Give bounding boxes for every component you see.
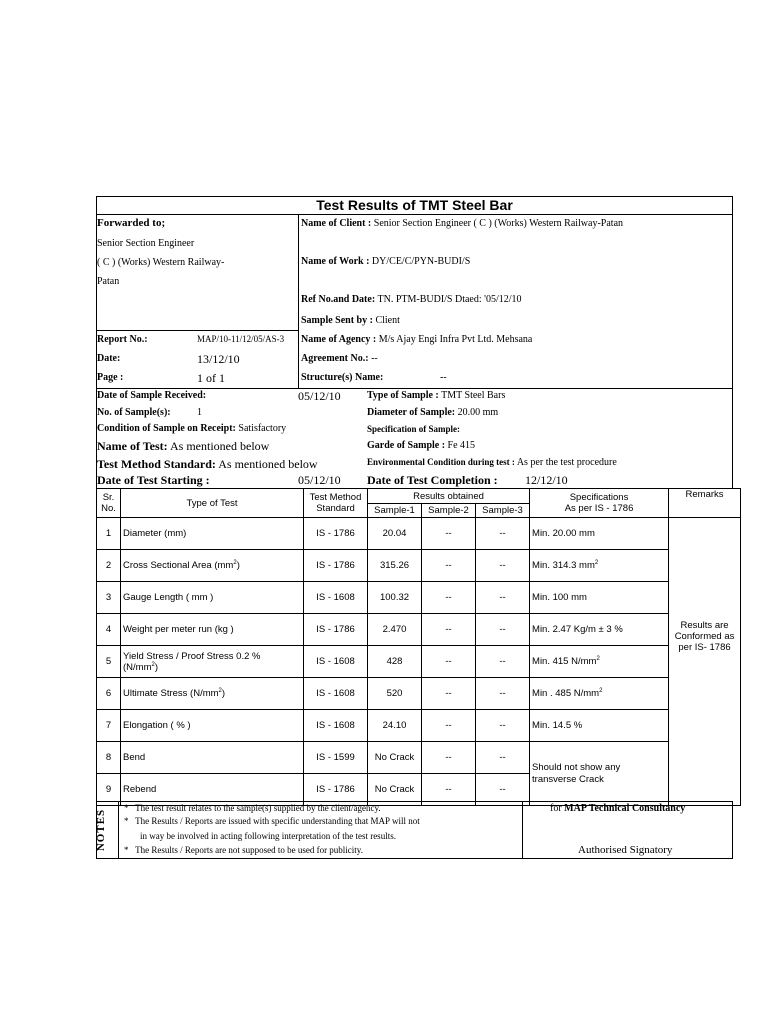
sent-label: Sample Sent by :: [301, 315, 373, 326]
notes-sign-divider: [522, 801, 523, 859]
test-name-label: Name of Test:: [97, 439, 168, 453]
row-sample-3: --: [476, 614, 530, 646]
row-sample-3: --: [476, 550, 530, 582]
agreement-label: Agreement No.:: [301, 353, 369, 364]
report-no-value: MAP/10-11/12/05/AS-3: [197, 334, 285, 344]
row-test: Elongation ( % ): [121, 710, 304, 742]
row-sample-3: --: [476, 646, 530, 678]
work-row: [301, 256, 470, 267]
grade-label: Garde of Sample :: [367, 440, 446, 451]
work-label: Name of Work :: [301, 256, 370, 267]
sent-value: Client: [375, 315, 400, 326]
row-spec: Min. 20.00 mm: [530, 518, 669, 550]
header-sr: Sr. No.: [97, 489, 121, 518]
row-sample-3: --: [476, 582, 530, 614]
test-name-row: [97, 439, 269, 454]
note-1-text: The test result relates to the sample(s) supplied by the client/agency.: [135, 803, 381, 813]
row-std: IS - 1608: [304, 646, 368, 678]
condition-row: [97, 423, 286, 434]
row-std: IS - 1608: [304, 678, 368, 710]
note-2-text: The Results / Reports are issued with specific understanding that MAP will not: [135, 816, 420, 826]
notes-top-line: [96, 801, 733, 802]
row-sample-2: --: [422, 678, 476, 710]
row-sample-2: --: [422, 518, 476, 550]
row-std: IS - 1599: [304, 742, 368, 774]
structure-label: Structure(s) Name:: [301, 372, 384, 383]
row-sample-2: --: [422, 646, 476, 678]
env-label: Environmental Condition during test :: [367, 457, 515, 467]
row-test: Diameter (mm): [121, 518, 304, 550]
header-sample-2: Sample-2: [422, 504, 476, 518]
row-test: Gauge Length ( mm ): [121, 582, 304, 614]
header-type: Type of Test: [121, 489, 304, 518]
sample-count-value: 1: [197, 407, 202, 418]
received-label: Date of Sample Received:: [97, 390, 207, 401]
sample-type-label: Type of Sample :: [367, 390, 439, 401]
row-spec: Min . 485 $N/mm^2$: [530, 678, 669, 710]
row-sample-2: --: [422, 582, 476, 614]
row-sample-1: 520: [368, 678, 422, 710]
frame-right: [732, 196, 733, 488]
header-divider: [298, 214, 299, 388]
header-sample-3: Sample-3: [476, 504, 530, 518]
work-value: DY/CE/C/PYN-BUDI/S: [371, 256, 471, 267]
sent-row: [301, 315, 400, 326]
client-name-row: [301, 218, 623, 229]
row-test: Bend: [121, 742, 304, 774]
header-bottom-line: [96, 388, 733, 389]
grade-value: Fe 415: [447, 440, 476, 451]
row-sr: 5: [97, 646, 121, 678]
table-row: [97, 646, 741, 678]
row-sample-1: 100.32: [368, 582, 422, 614]
row-sample-3: --: [476, 710, 530, 742]
received-value: 05/12/10: [298, 389, 341, 403]
title-bottom-line: [96, 214, 733, 215]
grade-row: [367, 440, 475, 451]
note-2-cont: in way be involved in acting following interpretation of the test results.: [140, 831, 396, 841]
client-name-value: Senior Section Engineer ( C ) (Works) Western Railway-Patan: [373, 218, 624, 229]
report-date-label: Date:: [97, 353, 121, 364]
agreement-value: --: [371, 353, 378, 364]
page-label: Page :: [97, 372, 124, 383]
spec-label: Specification of Sample:: [367, 424, 460, 434]
diameter-label: Diameter of Sample:: [367, 407, 456, 418]
ref-value: TN. PTM-BUDI/S Dtaed: '05/12/10: [377, 294, 522, 305]
completion-label: Date of Test Completion :: [367, 473, 498, 487]
table-row: [97, 678, 741, 710]
row-sample-3: --: [476, 518, 530, 550]
row-sample-1: 315.26: [368, 550, 422, 582]
row-std: IS - 1786: [304, 774, 368, 806]
page-value: 1 of 1: [197, 371, 225, 385]
env-value: As per the test procedure: [516, 457, 617, 468]
row-sr: 2: [97, 550, 121, 582]
row-sample-1: No Crack: [368, 742, 422, 774]
sample-count-label: No. of Sample(s):: [97, 407, 171, 418]
start-value: 05/12/10: [298, 473, 341, 487]
note-bullet: *: [124, 803, 129, 813]
header-remarks: Remarks: [669, 489, 741, 518]
test-name-value: As mentioned below: [170, 439, 270, 453]
table-row: [97, 582, 741, 614]
note-3-text: The Results / Reports are not supposed to be used for publicity.: [135, 845, 363, 855]
method-value: As mentioned below: [218, 457, 318, 471]
notes-label: NOTES: [95, 808, 108, 852]
diameter-value: 20.00 mm: [457, 407, 499, 418]
header-method: Test Method Standard: [304, 489, 368, 518]
agency-row: [301, 334, 532, 345]
note-bullet: *: [124, 845, 129, 855]
company-line: [550, 803, 685, 814]
sample-type-value: TMT Steel Bars: [441, 390, 506, 401]
row-sample-1: 24.10: [368, 710, 422, 742]
ref-label: Ref No.and Date:: [301, 294, 376, 305]
row-sample-3: --: [476, 742, 530, 774]
row-test: Rebend: [121, 774, 304, 806]
row-sample-1: No Crack: [368, 774, 422, 806]
agency-label: Name of Agency :: [301, 334, 377, 345]
table-row: [97, 710, 741, 742]
notes-label-divider: [118, 801, 119, 859]
row-test: Cross Sectional Area $(mm^2)$: [121, 550, 304, 582]
table-row: [97, 550, 741, 582]
row-sample-2: --: [422, 742, 476, 774]
row-spec: Min. 415 $N/mm^2$: [530, 646, 669, 678]
completion-value: 12/12/10: [525, 473, 568, 487]
note-3: [124, 845, 363, 855]
row-test: Yield Stress / Proof Stress 0.2 % $(N/mm^2)$: [121, 646, 304, 678]
sample-type-row: [367, 390, 505, 401]
condition-value: Satisfactory: [238, 423, 287, 434]
note-bullet: *: [124, 816, 129, 826]
note-1: [124, 803, 381, 813]
structure-value: --: [440, 372, 447, 383]
note-2: [124, 816, 420, 826]
row-sample-1: 2.470: [368, 614, 422, 646]
row-sample-3: --: [476, 774, 530, 806]
company-name: MAP Technical Consultancy: [564, 803, 686, 814]
notes-bottom-line: [96, 858, 733, 859]
row-sr: 4: [97, 614, 121, 646]
table-row: [97, 614, 741, 646]
row-spec: Min. 314.3 $mm^2$: [530, 550, 669, 582]
table-row: [97, 518, 741, 550]
row-std: IS - 1786: [304, 518, 368, 550]
row-sample-2: --: [422, 550, 476, 582]
row-sample-3: --: [476, 678, 530, 710]
row-spec: Min. 100 mm: [530, 582, 669, 614]
forwarded-line-3: Patan: [97, 276, 120, 287]
bend-spec: Should not show any transverse Crack: [530, 742, 669, 806]
row-test: Ultimate Stress $(N/mm^2)$: [121, 678, 304, 710]
row-sample-1: 428: [368, 646, 422, 678]
forwarded-label: Forwarded to;: [97, 217, 166, 229]
header-results: Results obtained: [368, 489, 530, 504]
row-sample-1: 20.04: [368, 518, 422, 550]
row-std: IS - 1608: [304, 710, 368, 742]
row-sample-2: --: [422, 710, 476, 742]
notes-right-line: [732, 801, 733, 859]
remarks-cell: Results are Conformed as per IS- 1786: [669, 518, 741, 806]
row-std: IS - 1786: [304, 614, 368, 646]
header-spec: Specifications As per IS - 1786: [530, 489, 669, 518]
table-row: [97, 742, 741, 774]
method-label: Test Method Standard:: [97, 457, 216, 471]
row-sr: 9: [97, 774, 121, 806]
agency-value: M/s Ajay Engi Infra Pvt Ltd. Mehsana: [378, 334, 533, 345]
forwarded-line-1: Senior Section Engineer: [97, 238, 195, 249]
method-row: [97, 457, 318, 472]
results-table: [96, 488, 741, 806]
row-test: Weight per meter run (kg ): [121, 614, 304, 646]
diameter-row: [367, 407, 498, 418]
report-top-line: [96, 330, 298, 331]
client-name-label: Name of Client :: [301, 218, 372, 229]
row-sample-2: --: [422, 774, 476, 806]
row-sample-2: --: [422, 614, 476, 646]
forwarded-line-2: ( C ) (Works) Western Railway-: [97, 257, 225, 268]
start-label: Date of Test Starting :: [97, 473, 210, 487]
row-sr: 6: [97, 678, 121, 710]
row-spec: Min. 14.5 %: [530, 710, 669, 742]
row-std: IS - 1786: [304, 550, 368, 582]
condition-label: Condition of Sample on Receipt:: [97, 423, 236, 434]
row-sr: 3: [97, 582, 121, 614]
signatory: Authorised Signatory: [578, 844, 673, 856]
report-no-label: Report No.:: [97, 334, 148, 345]
env-row: [367, 457, 617, 468]
header-sample-1: Sample-1: [368, 504, 422, 518]
row-spec: Min. 2.47 Kg/m ± 3 %: [530, 614, 669, 646]
for-prefix: for: [550, 803, 562, 814]
row-sr: 1: [97, 518, 121, 550]
page-title: Test Results of TMT Steel Bar: [316, 197, 513, 213]
row-sr: 7: [97, 710, 121, 742]
report-date-value: 13/12/10: [197, 352, 240, 366]
row-std: IS - 1608: [304, 582, 368, 614]
row-sr: 8: [97, 742, 121, 774]
ref-row: [301, 294, 522, 305]
agreement-row: [301, 353, 378, 364]
